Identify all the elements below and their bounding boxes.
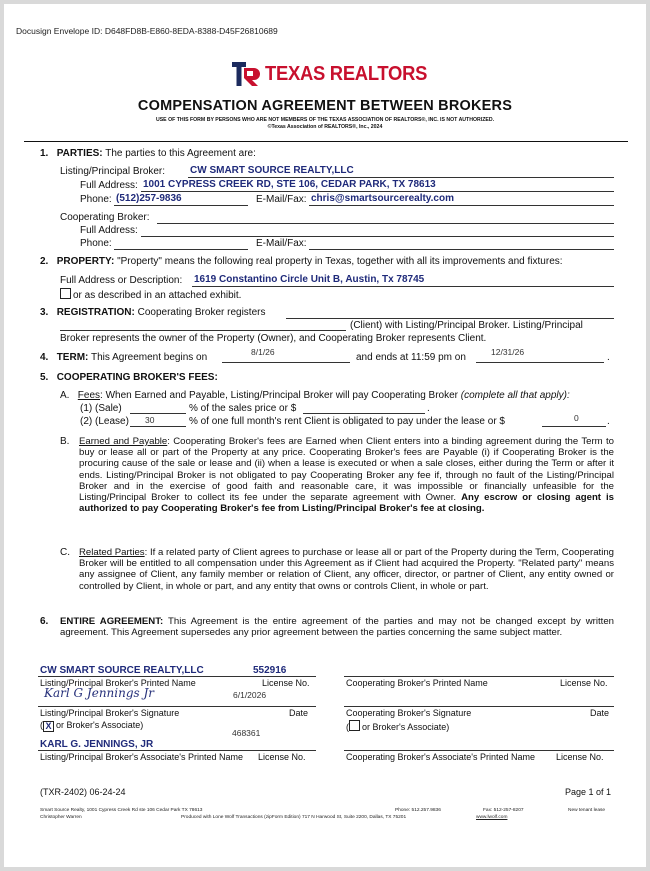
sig-broker-license: 552916 — [253, 665, 287, 676]
listing-broker-label: Listing/Principal Broker: — [60, 166, 166, 177]
envelope-id: Docusign Envelope ID: D648FD8B-E860-8EDA-8388-D45F26810689 — [16, 26, 278, 36]
footer-phone: Phone: 512.257.9836 — [395, 808, 441, 813]
logo-text: TEXAS REALTORS — [265, 62, 428, 85]
client-name-line-2[interactable] — [60, 330, 346, 331]
texas-realtors-logo-icon — [232, 62, 262, 86]
property-address-line — [192, 286, 614, 287]
sale-period: . — [427, 403, 430, 414]
term-end-text: and ends at 11:59 pm on — [356, 352, 466, 363]
term-period: . — [607, 352, 610, 363]
listing-associate-checkbox[interactable]: X — [43, 721, 54, 732]
coop-associate-license-label: License No. — [556, 752, 604, 762]
lease-fee: (2) (Lease) — [80, 416, 129, 427]
section-3: 3. REGISTRATION: Cooperating Broker registers — [40, 307, 266, 318]
footer-fax: Fax: 512-257-8207 — [483, 808, 524, 813]
listing-associate-option: ( X or Broker's Associate) — [40, 720, 144, 731]
listing-email-label: E-Mail/Fax: — [256, 194, 307, 205]
associate-printed-name-label: Listing/Principal Broker's Associate's Printed Name — [40, 752, 244, 762]
earned-letter: B. — [60, 436, 70, 447]
term-end-line — [476, 362, 604, 363]
footer-agent: Christopher Warren — [40, 815, 82, 820]
footer-lease: New tenant lease — [568, 808, 606, 813]
listing-address-label: Full Address: — [80, 180, 138, 191]
related-parties-clause: Related Parties: If a related party of Client agrees to purchase or lease all or part of the Property during the Term, Cooperating Broker will be entitled to all compensation under this Agreement as if Client had acquired the Property. "Related party" means any assignee of Client, any family member or relation of Client, any officer, director, or partner of Client, any entity owned or controlled by Client, in whole or part, and any entity that owns or controls Client, in whole or part. — [79, 547, 614, 592]
listing-email-line — [309, 205, 614, 206]
document-title: COMPENSATION AGREEMENT BETWEEN BROKERS — [137, 98, 513, 114]
signature-date: 6/1/2026 — [233, 690, 267, 700]
lease-amount-line — [542, 426, 606, 427]
section-5: 5. COOPERATING BROKER'S FEES: — [40, 372, 218, 383]
registration-text-3: Broker represents the owner of the Property (Owner), and Cooperating Broker represents Client. — [60, 333, 487, 344]
coop-license-label: License No. — [560, 678, 608, 688]
coop-associate-option: ( or Broker's Associate) — [346, 722, 450, 732]
listing-printed-name-label: Listing/Principal Broker's Printed Name — [40, 678, 196, 688]
property-address: 1619 Constantino Circle Unit B, Austin, Tx 78745 — [194, 274, 425, 285]
coop-associate-checkbox[interactable] — [349, 720, 360, 731]
sig-line-3r[interactable] — [344, 750, 614, 751]
listing-phone-line — [114, 205, 248, 206]
footer-website[interactable]: www.lwolf.com — [476, 815, 508, 820]
section-2: 2. PROPERTY: "Property" means the following real property in Texas, together with all its improvements and fixtures: — [40, 256, 563, 267]
usage-notice: USE OF THIS FORM BY PERSONS WHO ARE NOT MEMBERS OF THE TEXAS ASSOCIATION OF REALTORS®, INC. IS NOT AUTHORIZED. — [155, 117, 495, 123]
lease-period: . — [607, 416, 610, 427]
sig-line-2r[interactable] — [344, 706, 614, 707]
coop-signature-label: Cooperating Broker's Signature — [346, 708, 472, 718]
coop-email-label: E-Mail/Fax: — [256, 238, 307, 249]
sig-line-2 — [38, 706, 316, 707]
section-6-num: 6. — [40, 616, 49, 627]
related-letter: C. — [60, 547, 70, 558]
sale-amount-line[interactable] — [303, 413, 425, 414]
header-rule — [24, 141, 628, 142]
coop-associate-name-label: Cooperating Broker's Associate's Printed Name — [346, 752, 536, 762]
listing-signature-label: Listing/Principal Broker's Signature — [40, 708, 180, 718]
sig-line-3 — [38, 750, 316, 751]
sale-pct-line[interactable] — [130, 413, 186, 414]
coop-date-label: Date — [590, 708, 610, 718]
coop-broker-label: Cooperating Broker: — [60, 212, 150, 223]
coop-email-line[interactable] — [309, 249, 614, 250]
listing-date-label: Date — [289, 708, 309, 718]
listing-broker-name: CW SMART SOURCE REALTY,LLC — [190, 165, 354, 176]
lease-pct-line — [130, 426, 186, 427]
exhibit-checkbox[interactable] — [60, 288, 71, 299]
listing-broker-line — [188, 177, 614, 178]
listing-license-label: License No. — [262, 678, 310, 688]
sig-broker-name: CW SMART SOURCE REALTY,LLC — [40, 665, 204, 676]
listing-phone: (512)257-9836 — [116, 193, 182, 204]
logo — [232, 62, 441, 86]
section-4: 4. TERM: This Agreement begins on — [40, 352, 208, 363]
sig-line-1r[interactable] — [344, 676, 614, 677]
sale-text: % of the sales price or $ — [189, 403, 297, 414]
coop-phone-label: Phone: — [80, 238, 112, 249]
coop-broker-line[interactable] — [157, 223, 614, 224]
lease-text: % of one full month's rent Client is obligated to pay under the lease or $ — [189, 416, 505, 427]
term-begin-date: 8/1/26 — [251, 347, 275, 357]
coop-phone-line[interactable] — [114, 249, 248, 250]
listing-email: chris@smartsourcerealty.com — [311, 193, 454, 204]
sale-fee: (1) (Sale) — [80, 403, 122, 414]
section-1: 1. PARTIES: The parties to this Agreement are: — [40, 148, 256, 159]
earned-payable-clause: Earned and Payable: Cooperating Broker's fees are Earned when Client enters into a binding agreement during the Term to buy or lease all or part of the Property at any price. Cooperating Broker's fees are Payable (i) if Cooperating Broker is the procuring cause of the sale or lease and (ii) when a lease is executed or when a sale closes, either during the Term or after it ends. Listing/Principal Broker is not obligated to pay Cooperating Broker any fee if, through no fault of the Listing/Principal Broker and in the exercise of good faith and reasonable care, it was impossible or financially unfeasible for the Listing/Principal Broker to collect its fee under the separate agreement with Owner. Any escrow or closing agent is authorized to pay Cooperating Broker's fee from Listing/Principal Broker's fee at closing. — [79, 436, 614, 515]
copyright: ©Texas Association of REALTORS®, Inc., 2024 — [267, 124, 383, 130]
listing-address: 1001 CYPRESS CREEK RD, STE 106, CEDAR PARK, TX 78613 — [143, 179, 436, 190]
lease-amount: 0 — [574, 413, 579, 423]
listing-phone-label: Phone: — [80, 194, 112, 205]
page-number: Page 1 of 1 — [565, 787, 612, 797]
fees-clause: A. Fees: When Earned and Payable, Listing/Principal Broker will pay Cooperating Broker (complete all that apply): — [60, 390, 570, 401]
coop-address-line[interactable] — [141, 236, 614, 237]
listing-signature[interactable]: Karl G Jennings Jr — [44, 686, 155, 700]
footer-produced: Produced with Lone Wolf Transactions (zipForm Edition) 717 N Harwood St, Suite 2200, Dallas, TX 75201 — [181, 815, 407, 820]
term-begin-line — [222, 362, 350, 363]
sig-line-1 — [38, 676, 316, 677]
form-number: (TXR-2402) 06-24-24 — [40, 787, 126, 797]
lease-pct: 30 — [145, 415, 155, 425]
client-name-line-1[interactable] — [286, 318, 614, 319]
entire-agreement-clause: ENTIRE AGREEMENT: This Agreement is the entire agreement of the parties and may not be changed except by written agreement. This Agreement supersedes any prior agreement between the parties concerning the same subject matter. — [60, 616, 614, 639]
footer-office: Smart Source Realty, 1001 Cypress Creek Rd ste 106 Cedar Park TX 78613 — [40, 808, 203, 813]
associate-license: 468361 — [232, 728, 261, 738]
associate-license-label: License No. — [258, 752, 306, 762]
coop-address-label: Full Address: — [80, 225, 138, 236]
registration-text-2: (Client) with Listing/Principal Broker. Listing/Principal — [350, 320, 583, 331]
property-address-label: Full Address or Description: — [60, 275, 183, 286]
exhibit-option: or as described in an attached exhibit. — [60, 288, 241, 301]
listing-address-line — [141, 191, 614, 192]
coop-printed-name-label: Cooperating Broker's Printed Name — [346, 678, 488, 688]
associate-name: KARL G. JENNINGS, JR — [40, 739, 154, 750]
term-end-date: 12/31/26 — [491, 347, 525, 357]
